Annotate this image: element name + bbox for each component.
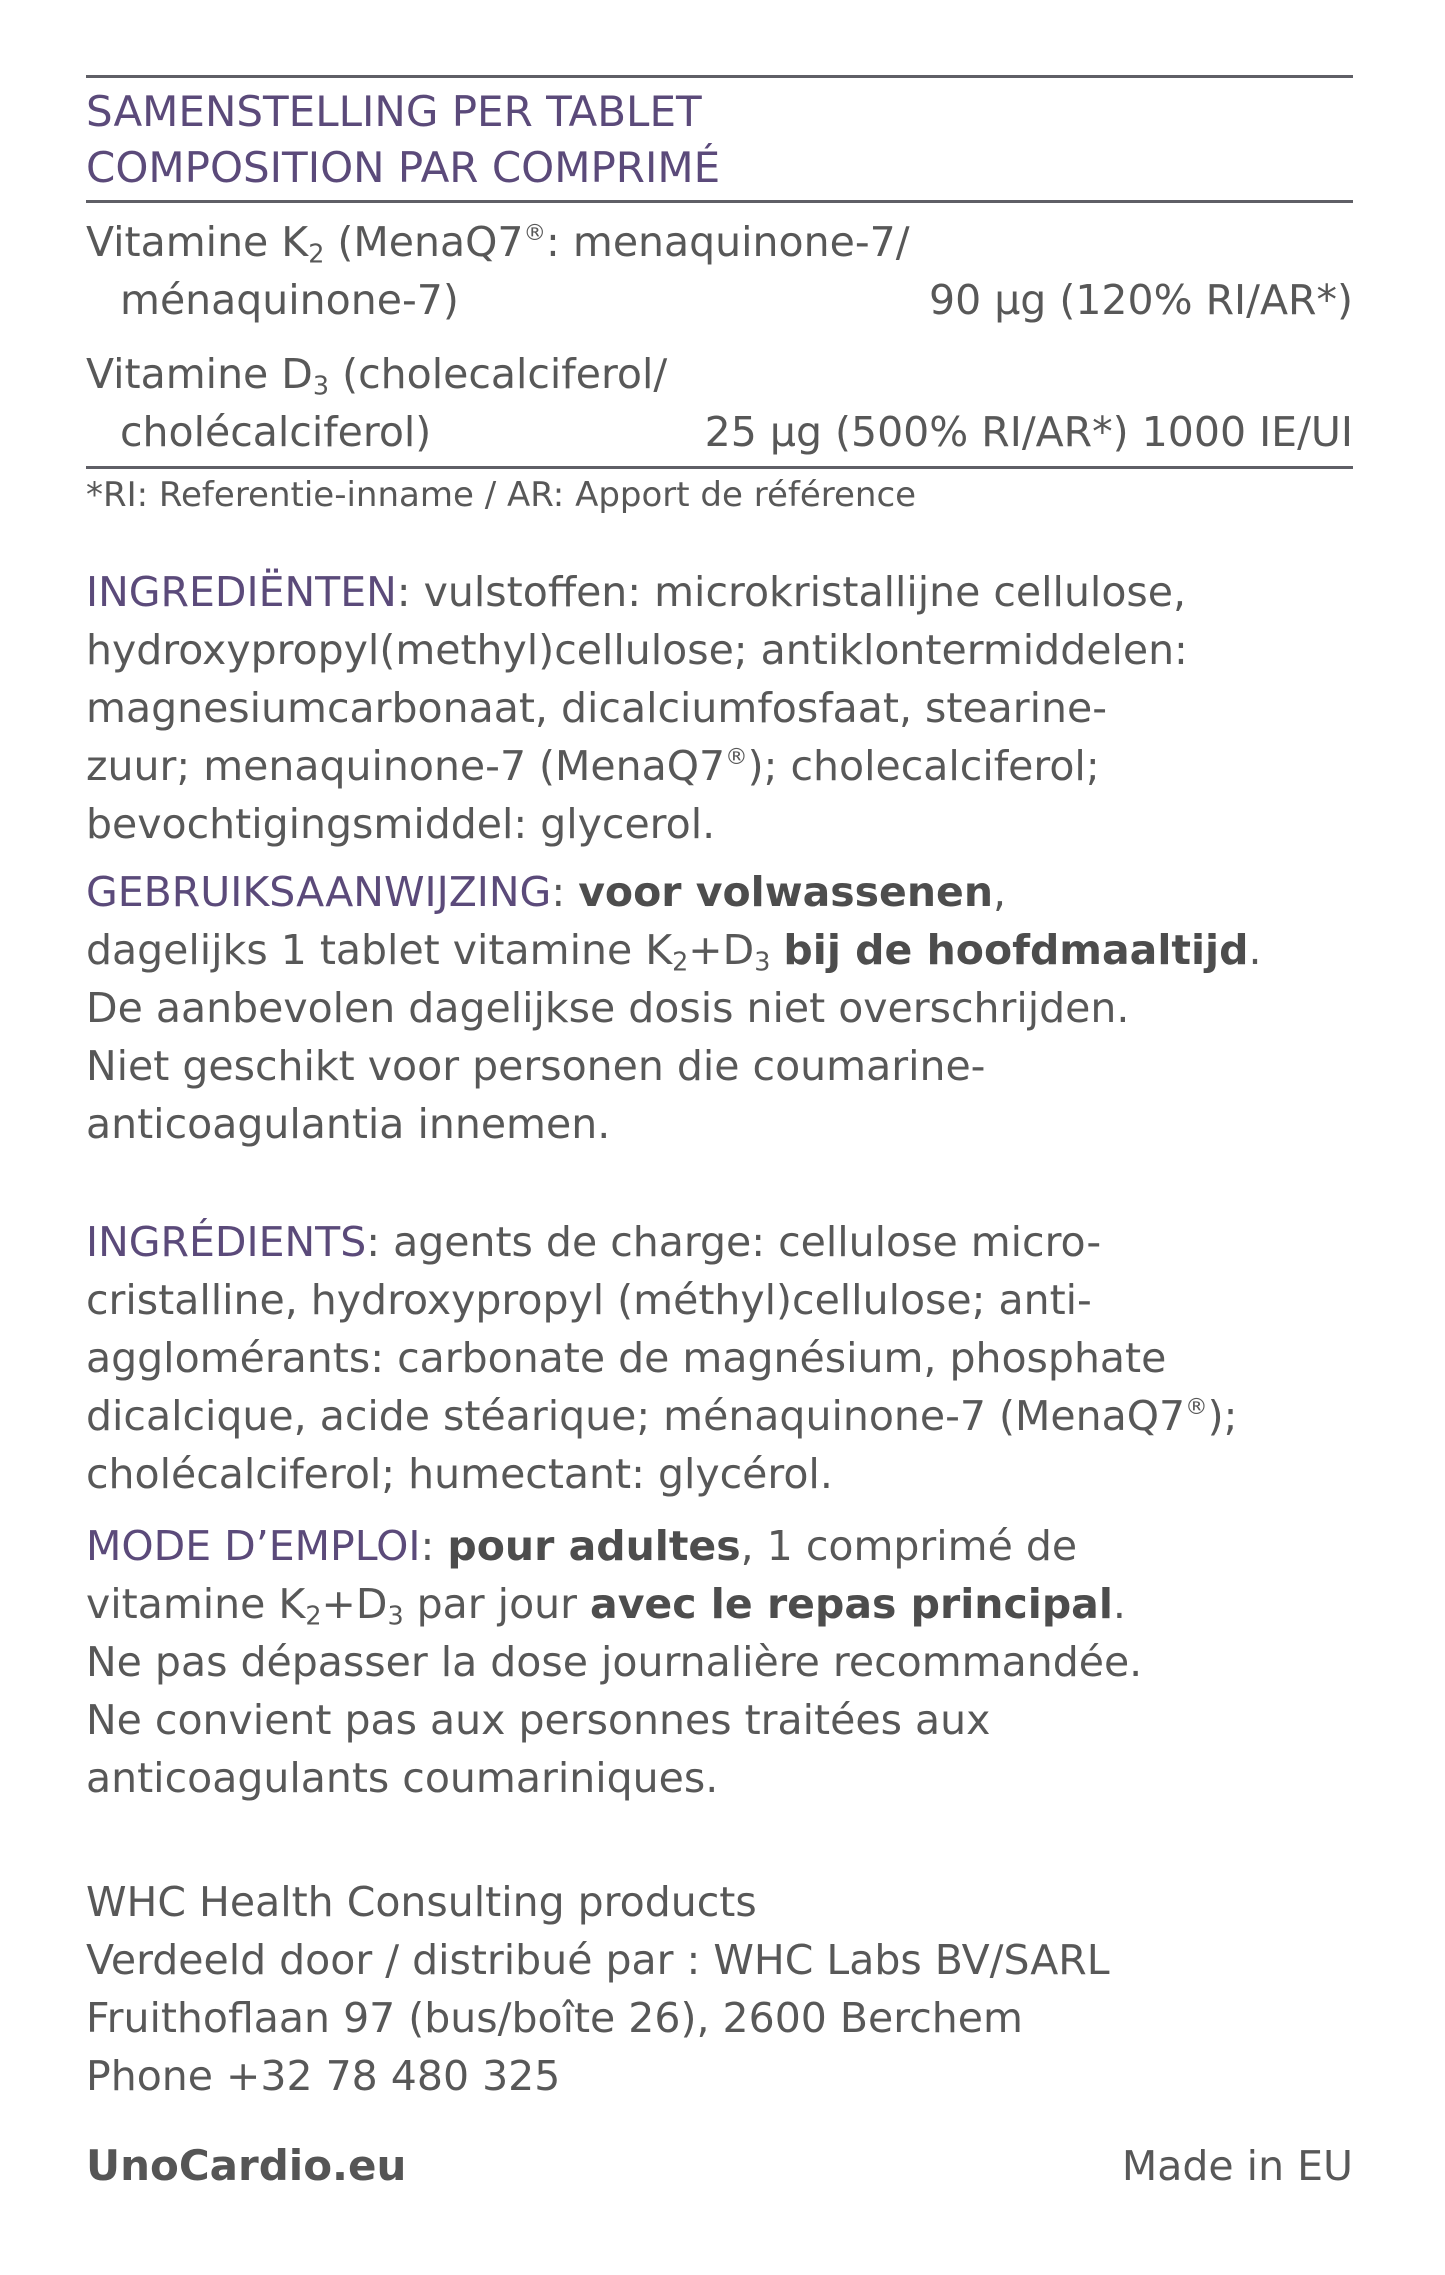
nl-usage-line1: GEBRUIKSAANWIJZING: voor volwassenen, (86, 868, 1007, 916)
fr-usage-line3: Ne pas dépasser la dose journalière recommandée. (86, 1638, 1143, 1686)
k2-label: Vitamine $K_2$ (MenaQ7®: menaquinone-7/ (86, 218, 910, 269)
nl-ingredients-line4: zuur; menaquinone-7 (MenaQ7®); cholecalciferol; (86, 742, 1100, 790)
nl-usage-line5: anticoagulantia innemen. (86, 1100, 611, 1148)
top-rule (86, 75, 1353, 78)
composition-title-nl: SAMENSTELLING PER TABLET (86, 87, 702, 136)
composition-bottom-rule (86, 466, 1353, 469)
d3-label-line2: cholécalciferol) (120, 408, 432, 456)
fr-usage-line2: vitamine $K_2+D_3$ par jour avec le repas principal. (86, 1580, 1126, 1631)
fr-usage-line5: anticoagulants coumariniques. (86, 1754, 719, 1802)
nl-ingredients-line5: bevochtigingsmiddel: glycerol. (86, 800, 716, 848)
nl-ingredients-heading: INGREDIËNTEN (86, 568, 397, 616)
nl-ingredients-line3: magnesiumcarbonaat, dicalciumfosfaat, stearine- (86, 684, 1108, 732)
company-phone: Phone +32 78 480 325 (86, 2052, 561, 2100)
fr-ingredients-line2: cristalline, hydroxypropyl (méthyl)cellulose; anti- (86, 1276, 1092, 1324)
k2-amount: 90 µg (120% RI/AR*) (928, 276, 1353, 324)
company-line2: Verdeeld door / distribué par : WHC Labs BV/SARL (86, 1936, 1110, 1984)
composition-title-fr: COMPOSITION PAR COMPRIMÉ (86, 143, 721, 192)
made-in-label: Made in EU (1121, 2142, 1353, 2190)
k2-label-line2: ménaquinone-7) (120, 276, 459, 324)
fr-ingredients-line3: agglomérants: carbonate de magnésium, phosphate (86, 1334, 1167, 1382)
d3-label: Vitamine $D_3$ (cholecalciferol/ (86, 350, 668, 401)
nl-usage-line2: dagelijks 1 tablet vitamine $K_2+D_3$ bij de hoofdmaaltijd. (86, 926, 1262, 977)
fr-ingredients-line4: dicalcique, acide stéarique; ménaquinone-7 (MenaQ7®); (86, 1392, 1238, 1440)
nl-ingredients-line1: INGREDIËNTEN: vulstoffen: microkristallijne cellulose, (86, 568, 1187, 616)
fr-ingredients-heading: INGRÉDIENTS (86, 1218, 367, 1266)
fr-usage-line1: MODE D’EMPLOI: pour adultes, 1 comprimé de (86, 1522, 1078, 1570)
company-line1: WHC Health Consulting products (86, 1878, 757, 1926)
nl-usage-heading: GEBRUIKSAANWIJZING (86, 868, 552, 916)
composition-title-rule (86, 200, 1353, 203)
company-line3: Fruithoflaan 97 (bus/boîte 26), 2600 Berchem (86, 1994, 1023, 2042)
d3-amount: 25 µg (500% RI/AR*) 1000 IE/UI (704, 408, 1353, 456)
nl-usage-line4: Niet geschikt voor personen die coumarine- (86, 1042, 986, 1090)
fr-ingredients-line5: cholécalciferol; humectant: glycérol. (86, 1450, 833, 1498)
fr-usage-line4: Ne convient pas aux personnes traitées aux (86, 1696, 991, 1744)
nl-ingredients-line2: hydroxypropyl(methyl)cellulose; antiklontermiddelen: (86, 626, 1188, 674)
fr-ingredients-line1: INGRÉDIENTS: agents de charge: cellulose micro- (86, 1218, 1102, 1266)
nl-usage-line3: De aanbevolen dagelijkse dosis niet overschrijden. (86, 984, 1130, 1032)
composition-footnote: *RI: Referentie-inname / AR: Apport de référence (86, 475, 917, 515)
fr-usage-heading: MODE D’EMPLOI (86, 1522, 421, 1570)
website-link: UnoCardio.eu (86, 2141, 407, 2190)
